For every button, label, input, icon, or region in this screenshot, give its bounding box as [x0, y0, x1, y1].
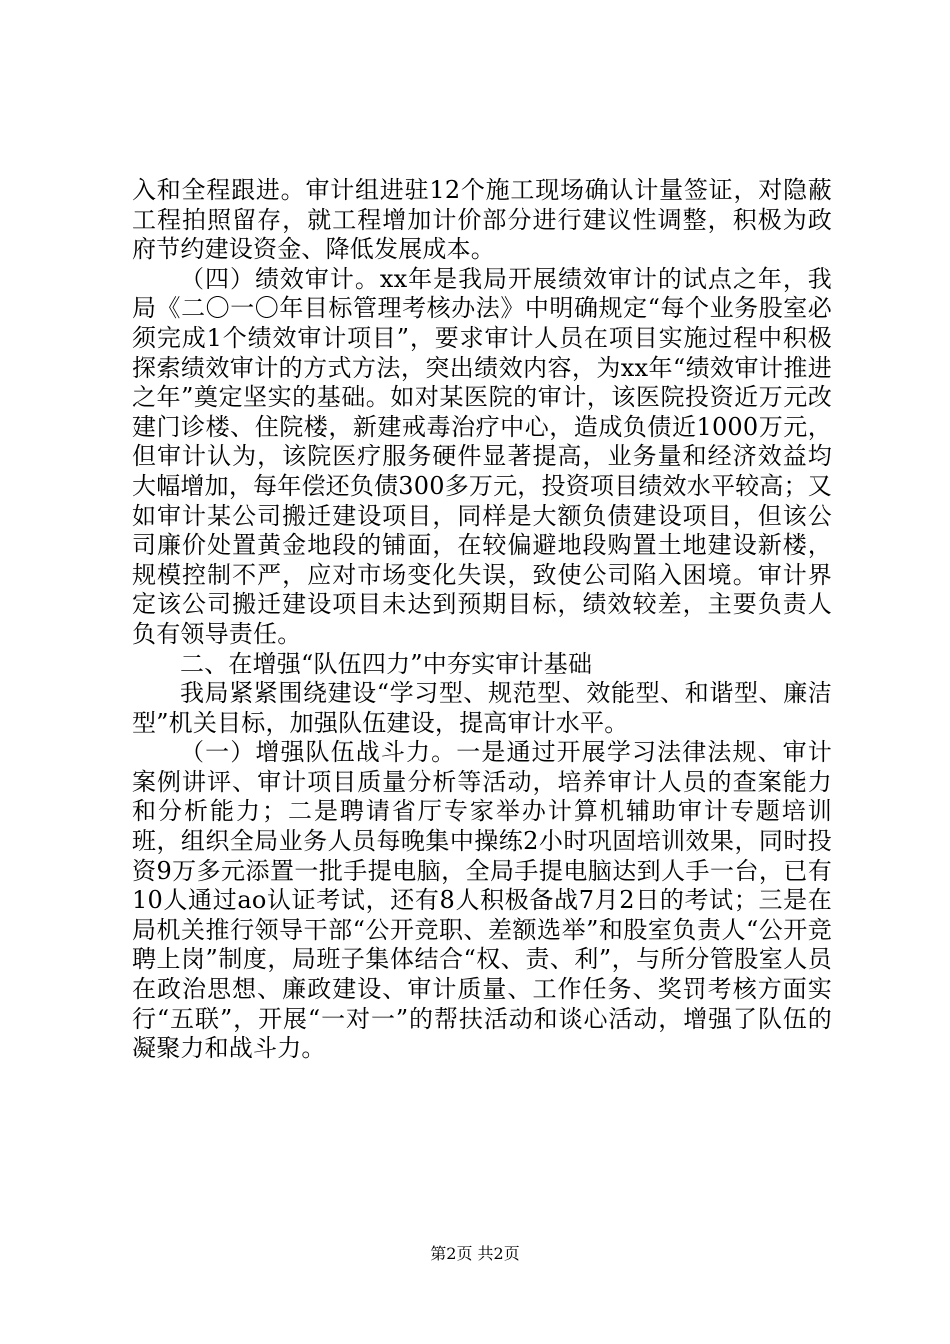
paragraph-2: （四）绩效审计。xx年是我局开展绩效审计的试点之年，我局《二〇一〇年目标管理考核办法》中明确规定“每个业务股室必须完成1个绩效审计项目”，要求审计人员在项目实施过程中积极探索绩效审计的方式方法，突出绩效内容，为xx年“绩效审计推进之年”奠定坚实的基础。如对某医院的审计，该医院投资近万元改建门诊楼、住院楼，新建戒毒治疗中心，造成负债近1000万元，但审计认为，该院医疗服务硬件显著提高，业务量和经济效益均大幅增加，每年偿还负债300多万元，投资项目绩效水平较高；又如审计某公司搬迁建设项目，同样是大额负债建设项目，但该公司廉价处置黄金地段的铺面，在较偏避地段购置土地建设新楼，规模控制不严，应对市场变化失误，致使公司陷入困境。审计界定该公司搬迁建设项目未达到预期目标，绩效较差，主要负责人负有领导责任。	[132, 264, 832, 648]
section-heading: 二、在增强“队伍四力”中夯实审计基础	[180, 649, 593, 678]
page-footer: 第2页 共2页	[430, 1244, 520, 1263]
paragraph-1: 入和全程跟进。审计组进驻12个施工现场确认计量签证，对隐蔽工程拍照留存，就工程增加计价部分进行建议性调整，积极为政府节约建设资金、降低发展成本。	[132, 176, 832, 264]
document-body	[132, 176, 832, 1064]
paragraph-4: （一）增强队伍战斗力。一是通过开展学习法律法规、审计案例讲评、审计项目质量分析等活动，培养审计人员的查案能力和分析能力；二是聘请省厅专家举办计算机辅助审计专题培训班，组织全局业务人员每晚集中操练2小时巩固培训效果，同时投资9万多元添置一批手提电脑，全局手提电脑达到人手一台，已有10人通过ao认证考试，还有8人积极备战7月2日的考试；三是在局机关推行领导干部“公开竞职、差额选举”和股室负责人“公开竞聘上岗”制度，局班子集体结合“权、责、利”，与所分管股室人员在政治思想、廉政建设、审计质量、工作任务、奖罚考核方面实行“五联”，开展“一对一”的帮扶活动和谈心活动，增强了队伍的凝聚力和战斗力。	[132, 738, 832, 1063]
paragraph-3: 我局紧紧围绕建设“学习型、规范型、效能型、和谐型、廉洁型”机关目标，加强队伍建设，提高审计水平。	[132, 679, 832, 737]
